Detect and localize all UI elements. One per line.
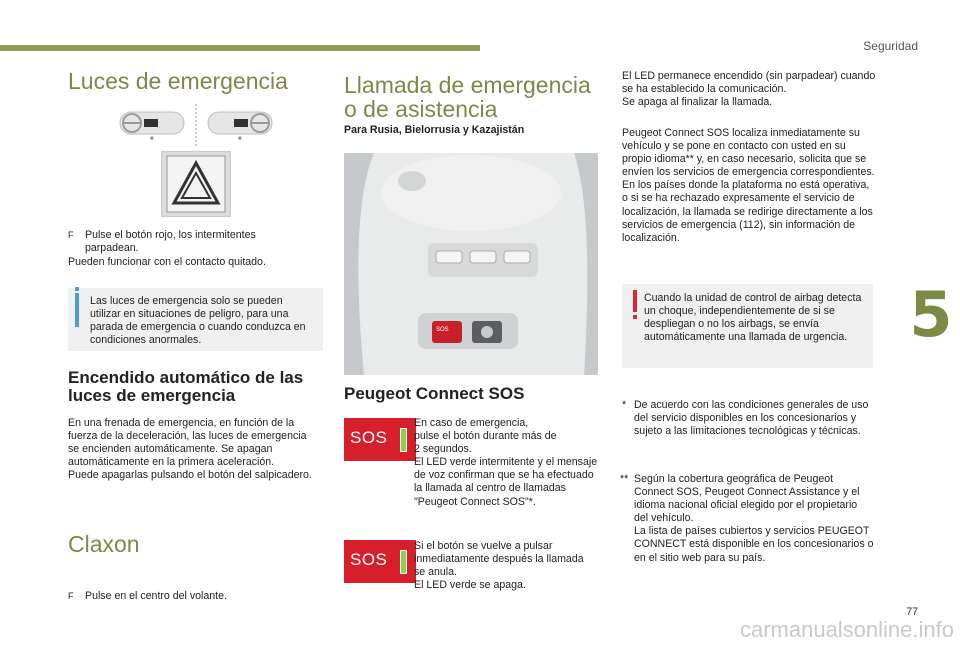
- led-icon: [400, 428, 407, 452]
- auto-hazard-title: Encendido automático de las luces de emergencia: [68, 368, 304, 405]
- sos-button-icon-2: [344, 540, 416, 583]
- page-number: 77: [906, 606, 918, 618]
- roof-console-photo: [344, 153, 598, 375]
- led-status-text: El LED permanece encendido (sin parpadear) cuando se ha establecido la comunicación. Se apaga al finalizar la llamada.: [622, 70, 876, 109]
- claxon-title: Claxon: [68, 531, 140, 557]
- connect-sos-description: Peugeot Connect SOS localiza inmediatamente su vehículo y se pone en contacto con usted en su propio idioma** y, en caso necesario, solicita que se envíen los servicios de emergencia correspondientes. En los países donde la plataforma no está operativa, o si se ha rechazado expresamente el servicio de localización, la llamada se redirige directamente a los servicios de emergencia (112), sin información de localización.: [622, 127, 875, 244]
- ceiling-console-image: [344, 153, 598, 375]
- luces-title: Luces de emergencia: [68, 68, 288, 94]
- sos-label-2: SOS: [350, 550, 388, 569]
- claxon-instruction: F Pulse en el centro del volante.: [68, 590, 325, 603]
- warning-text: Cuando la unidad de control de airbag detecta un choque, independientemente de si se despliegan o no los airbags, se envía automáticamente una llamada de urgencia.: [644, 292, 862, 344]
- svg-text:♠: ♠: [238, 135, 242, 142]
- warning-icon: [633, 290, 637, 312]
- hazard-button-icon: [161, 151, 231, 217]
- footnote-2-mark: **: [620, 473, 629, 485]
- connect-sos-title: Peugeot Connect SOS: [344, 384, 525, 403]
- hazard-instruction: F Pulse el botón rojo, los intermitentes parpadean.: [68, 229, 305, 255]
- led-icon-2: [400, 550, 407, 574]
- footnote-2-text: Según la cobertura geográfica de Peugeot Connect SOS, Peugeot Connect Assistance y el idioma nacional oficial elegido por el propietario del vehículo. La lista de países cubiertos y servicios PEUGEOT CONNECT está disponible en los concesionarios o en el sitio web para su país.: [634, 473, 874, 564]
- info-box: [68, 288, 323, 351]
- section-name: Seguridad: [863, 39, 918, 53]
- sos-press-text: En caso de emergencia, pulse el botón durante más de 2 segundos. El LED verde intermitente y el mensaje de voz confirman que se ha efectuado la llamada al centro de llamadas "Peugeot Connect SOS"*.: [414, 417, 598, 508]
- info-text: Las luces de emergencia solo se pueden utilizar en situaciones de peligro, para una parada de emergencia o cuando conduzca en condiciones anormales.: [90, 295, 306, 347]
- auto-hazard-text: En una frenada de emergencia, en función de la fuerza de la deceleración, las luces de emergencia se encienden automáticamente. Se apagan automáticamente en la primera aceleración. Puede apagarlas pulsando el botón del salpicadero.: [68, 417, 312, 482]
- llamada-title: Llamada de emergencia o de asistencia: [344, 72, 591, 122]
- info-icon: [75, 293, 79, 327]
- left-stalk-icon: [120, 112, 184, 142]
- sos-cancel-text: Si el botón se vuelve a pulsar inmediatamente después la llamada se anula. El LED verde se apaga.: [414, 540, 584, 592]
- hazard-note: Pueden funcionar con el contacto quitado.: [68, 256, 266, 268]
- sos-button-icon: [344, 418, 416, 461]
- right-stalk-icon: [208, 112, 272, 142]
- section-color-bar: [0, 45, 480, 51]
- photo-sos-label: SOS: [436, 327, 449, 333]
- footnote-1-mark: *: [622, 399, 627, 411]
- chapter-tab: [880, 268, 960, 364]
- svg-text:♠: ♠: [150, 135, 154, 142]
- chapter-number: 5: [909, 278, 953, 351]
- watermark: carmanualsonline.info: [739, 617, 954, 642]
- region-note: Para Rusia, Bielorrusia y Kazajistán: [344, 124, 525, 136]
- sos-label: SOS: [350, 428, 388, 447]
- warning-box: [622, 284, 873, 368]
- footnote-1-text: De acuerdo con las condiciones generales de uso del servicio disponibles en los concesionarios y sujeto a las limitaciones tecnológicas y técnicas.: [634, 399, 869, 438]
- dashboard-switch-illustration: [118, 104, 278, 146]
